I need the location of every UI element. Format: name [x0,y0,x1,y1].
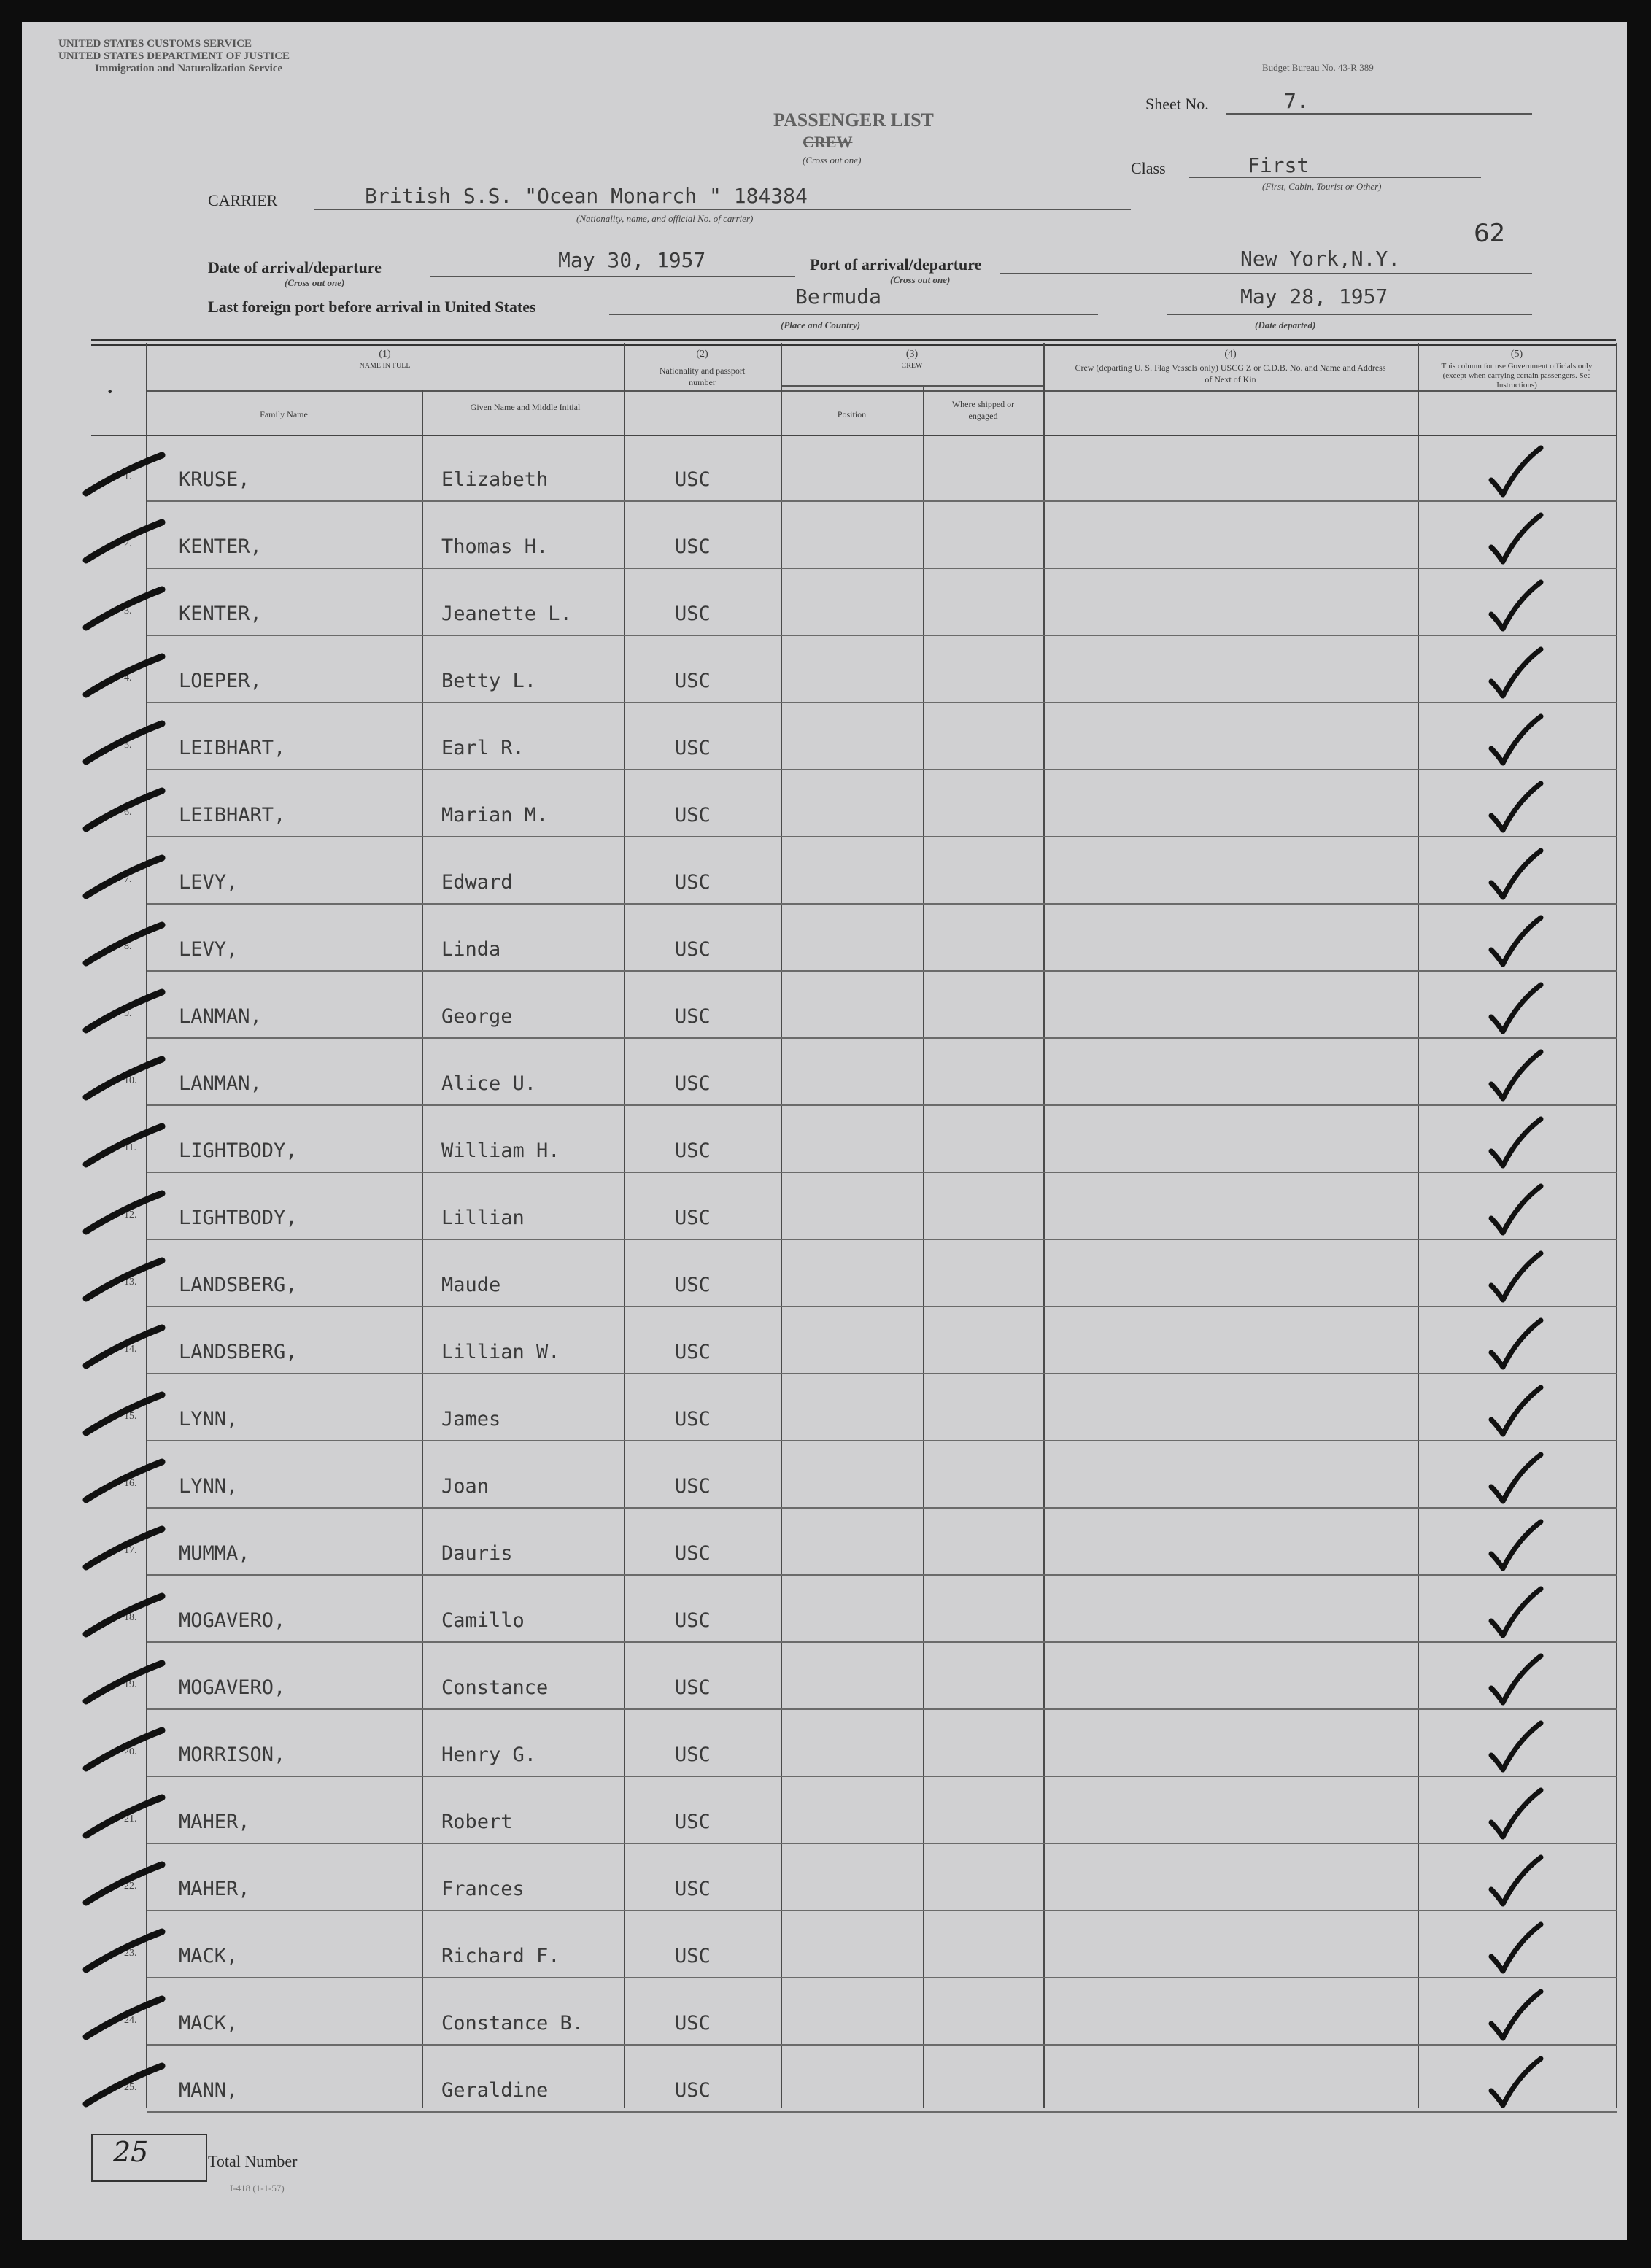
pen-stroke-mark [80,1389,168,1440]
pen-stroke-mark [80,1590,168,1641]
row-number: 12. [124,1210,137,1220]
passenger-row [22,1577,1627,1644]
row-number: 8. [124,941,132,952]
family-name: LOEPER, [179,670,262,692]
pen-stroke-mark [80,1792,168,1843]
family-name: LYNN, [179,1408,239,1431]
passenger-row [22,1174,1627,1242]
given-name: Maude [441,1274,501,1296]
agency-line-2: UNITED STATES DEPARTMENT OF JUSTICE [58,50,290,62]
family-name: LEIBHART, [179,737,286,759]
given-name: Henry G. [441,1743,537,1766]
nationality: USC [675,1072,711,1095]
row-number: 4. [124,673,132,684]
row-number: 5. [124,740,132,751]
given-name: Robert [441,1811,513,1833]
given-name: Alice U. [441,1072,537,1095]
col1-header [146,349,624,372]
pen-stroke-mark [80,1523,168,1574]
passenger-list-sheet [22,22,1627,2240]
passenger-row [22,1107,1627,1174]
col3-label: CREW [901,362,923,370]
given-name: Edward [441,871,513,894]
family-name: LIGHTBODY, [179,1139,298,1162]
passenger-row [22,705,1627,772]
check-mark-icon [1481,1920,1547,1978]
total-value: 25 [113,2136,149,2168]
passenger-row [22,1846,1627,1913]
nationality: USC [675,1542,711,1565]
budget-line: Budget Bureau No. 43-R 389 [1262,62,1374,73]
class-note: (First, Cabin, Tourist or Other) [1262,181,1382,192]
nationality: USC [675,1274,711,1296]
pen-stroke-mark [80,449,168,500]
check-mark-icon [1481,1383,1547,1441]
passenger-row [22,638,1627,705]
row-number: 10. [124,1075,137,1086]
passenger-row [22,1510,1627,1577]
given-name: Earl R. [441,737,525,759]
row-number: 17. [124,1545,137,1556]
passenger-row [22,1242,1627,1309]
agency-block [58,38,290,75]
col3-number: (3) [905,349,919,360]
nationality: USC [675,1341,711,1363]
given-name: Constance B. [441,2012,584,2035]
family-name: KRUSE, [179,468,250,491]
pen-stroke-mark [80,986,168,1037]
given-name: Joan [441,1475,490,1498]
check-mark-icon [1481,1249,1547,1307]
family-name: MANN, [179,2079,239,2102]
col3-header [781,349,1043,372]
list-title: PASSENGER LIST [773,109,934,131]
check-mark-icon [1481,1316,1547,1374]
given-name: James [441,1408,501,1431]
position-header: Position [837,409,867,419]
col1-number: (1) [379,349,391,360]
check-mark-icon [1481,511,1547,569]
pen-stroke-mark [80,852,168,903]
given-name: George [441,1005,513,1028]
col5-label: This column for use Government officials only (except when carrying certain passengers. See Instructions) [1441,362,1593,390]
check-mark-icon [1481,1719,1547,1777]
row-number: 24. [124,2015,137,2026]
family-name: LANDSBERG, [179,1274,298,1296]
nationality: USC [675,1743,711,1766]
place-note: (Place and Country) [781,320,861,330]
family-name: LANDSBERG, [179,1341,298,1363]
family-name: MACK, [179,2012,239,2035]
carrier-value: British S.S. "Ocean Monarch " 184384 [365,184,808,208]
check-mark-icon [1481,1048,1547,1106]
passenger-row [22,1376,1627,1443]
sheet-number: 7. [1284,89,1309,113]
row-number: 1. [124,471,132,482]
pen-stroke-mark [80,1255,168,1306]
nationality: USC [675,1005,711,1028]
col2-header [624,349,781,388]
row-number: 14. [124,1344,137,1355]
family-name: LYNN, [179,1475,239,1498]
pen-stroke-mark [80,1188,168,1239]
nationality: USC [675,1676,711,1699]
row-number: 7. [124,874,132,885]
nationality: USC [675,535,711,558]
nationality: USC [675,804,711,827]
row-number: 15. [124,1411,137,1422]
passenger-row [22,772,1627,839]
check-mark-icon [1481,1450,1547,1509]
col4-header [1043,349,1418,385]
nationality: USC [675,1945,711,1967]
row-number: 19. [124,1679,137,1690]
port-label: Port of arrival/departure [810,255,982,274]
passenger-row [22,503,1627,570]
given-name: Thomas H. [441,535,549,558]
foreign-port-label: Last foreign port before arrival in United States [208,298,536,316]
given-name-header: Given Name and Middle Initial [470,402,581,412]
class-value: First [1248,153,1310,177]
family-name: LANMAN, [179,1072,262,1095]
check-mark-icon [1481,712,1547,770]
nationality: USC [675,2012,711,2035]
col5-header [1418,349,1616,390]
family-name: LANMAN, [179,1005,262,1028]
row-number: 23. [124,1948,137,1959]
passenger-row [22,570,1627,638]
check-mark-icon [1481,1115,1547,1173]
given-name: Richard F. [441,1945,560,1967]
pen-stroke-mark [80,651,168,702]
pen-stroke-mark [80,1859,168,1910]
check-mark-icon [1481,1517,1547,1576]
pen-stroke-mark [80,718,168,769]
col4-number: (4) [1224,349,1237,360]
list-cross-out-note: (Cross out one) [803,155,862,166]
family-name: MOGAVERO, [179,1676,286,1699]
family-name-header: Family Name [260,409,308,419]
pen-stroke-mark [80,1725,168,1776]
foreign-port: Bermuda [795,285,882,309]
family-name: LEVY, [179,938,239,961]
row-number: 6. [124,807,132,818]
col5-number: (5) [1510,349,1523,360]
passenger-row [22,436,1627,503]
check-mark-icon [1481,1652,1547,1710]
col4-label: Crew (departing U. S. Flag Vessels only) USCG Z or C.D.B. No. and Name and Address of Next of Kin [1075,363,1386,384]
check-mark-icon [1481,1853,1547,1911]
pen-stroke-mark [80,1121,168,1172]
given-name: Camillo [441,1609,525,1632]
nationality: USC [675,1878,711,1900]
carrier-label: CARRIER [208,191,278,209]
nationality: USC [675,1139,711,1162]
port-note: (Cross out one) [890,274,951,285]
passenger-row [22,839,1627,906]
date-departed: May 28, 1957 [1240,285,1388,309]
row-number: 3. [124,605,132,616]
nationality: USC [675,468,711,491]
passenger-row [22,1644,1627,1711]
pen-stroke-mark [80,1993,168,2044]
family-name: LEIBHART, [179,804,286,827]
check-mark-icon [1481,1584,1547,1643]
given-name: William H. [441,1139,560,1162]
row-number: 13. [124,1277,137,1288]
nationality: USC [675,2079,711,2102]
family-name: KENTER, [179,603,262,625]
nationality: USC [675,871,711,894]
given-name: Linda [441,938,501,961]
passenger-row [22,1980,1627,2047]
pen-stroke-mark [80,1053,168,1104]
row-number: 2. [124,538,132,549]
arrival-date: May 30, 1957 [558,248,706,272]
given-name: Lillian [441,1207,525,1229]
pen-stroke-mark [80,584,168,635]
class-label: Class [1131,159,1166,177]
nationality: USC [675,938,711,961]
family-name: MUMMA, [179,1542,250,1565]
nationality: USC [675,737,711,759]
row-number: 18. [124,1612,137,1623]
col2-label: Nationality and passport number [659,365,746,387]
given-name: Constance [441,1676,549,1699]
given-name: Betty L. [441,670,537,692]
nationality: USC [675,1408,711,1431]
check-mark-icon [1481,1987,1547,2046]
passenger-row [22,1040,1627,1107]
passenger-row [22,1443,1627,1510]
form-number: I-418 (1-1-57) [230,2183,285,2194]
pen-stroke-mark [80,1926,168,1977]
passenger-row [22,906,1627,973]
nationality: USC [675,603,711,625]
nationality: USC [675,1475,711,1498]
family-name: LEVY, [179,871,239,894]
check-mark-icon [1481,578,1547,636]
row-number: 16. [124,1478,137,1489]
given-name: Marian M. [441,804,549,827]
passenger-row [22,1309,1627,1376]
family-name: KENTER, [179,535,262,558]
given-name: Frances [441,1878,525,1900]
given-name: Elizabeth [441,468,549,491]
given-name: Dauris [441,1542,513,1565]
pen-stroke-mark [80,1322,168,1373]
shipped-header: Where shipped or engaged [951,399,1015,421]
nationality: USC [675,1609,711,1632]
family-name: MORRISON, [179,1743,286,1766]
carrier-note: (Nationality, name, and official No. of carrier) [576,213,754,224]
nationality: USC [675,1207,711,1229]
check-mark-icon [1481,913,1547,972]
pen-stroke-mark [80,1657,168,1708]
passenger-row [22,2047,1627,2114]
agency-line-3: Immigration and Naturalization Service [95,63,283,74]
total-box [91,2134,207,2182]
sheet-label: Sheet No. [1145,95,1209,113]
row-number: 21. [124,1814,137,1824]
row-number: 11. [124,1142,136,1153]
pen-stroke-mark [80,2060,168,2111]
family-name: LIGHTBODY, [179,1207,298,1229]
family-name: MAHER, [179,1811,250,1833]
check-mark-icon [1481,846,1547,905]
family-name: MAHER, [179,1878,250,1900]
agency-line-1: UNITED STATES CUSTOMS SERVICE [58,38,252,50]
row-number: 9. [124,1008,132,1019]
passenger-row [22,1779,1627,1846]
check-mark-icon [1481,645,1547,703]
pen-stroke-mark [80,516,168,568]
check-mark-icon [1481,1786,1547,1844]
bullet-mark: • [107,385,114,399]
col2-number: (2) [696,349,708,360]
pen-stroke-mark [80,1456,168,1507]
total-label: Total Number [208,2152,298,2170]
arrival-port: New York,N.Y. [1240,247,1401,271]
given-name: Lillian W. [441,1341,560,1363]
date-label: Date of arrival/departure [208,258,382,276]
pen-stroke-mark [80,919,168,970]
list-subtitle: CREW [803,133,853,151]
check-mark-icon [1481,2054,1547,2113]
given-name: Geraldine [441,2079,549,2102]
nationality: USC [675,1811,711,1833]
row-number: 25. [124,2082,137,2093]
family-name: MACK, [179,1945,239,1967]
date-departed-note: (Date departed) [1255,320,1316,330]
pen-stroke-mark [80,785,168,836]
check-mark-icon [1481,1182,1547,1240]
row-number: 20. [124,1746,137,1757]
passenger-row [22,973,1627,1040]
given-name: Jeanette L. [441,603,572,625]
check-mark-icon [1481,980,1547,1039]
check-mark-icon [1481,779,1547,837]
nationality: USC [675,670,711,692]
page-number: 62 [1474,219,1506,248]
date-note: (Cross out one) [285,277,345,288]
passenger-row [22,1913,1627,1980]
check-mark-icon [1481,444,1547,502]
family-name: MOGAVERO, [179,1609,286,1632]
row-number: 22. [124,1881,137,1892]
passenger-row [22,1711,1627,1779]
col1-label: NAME IN FULL [359,362,411,370]
